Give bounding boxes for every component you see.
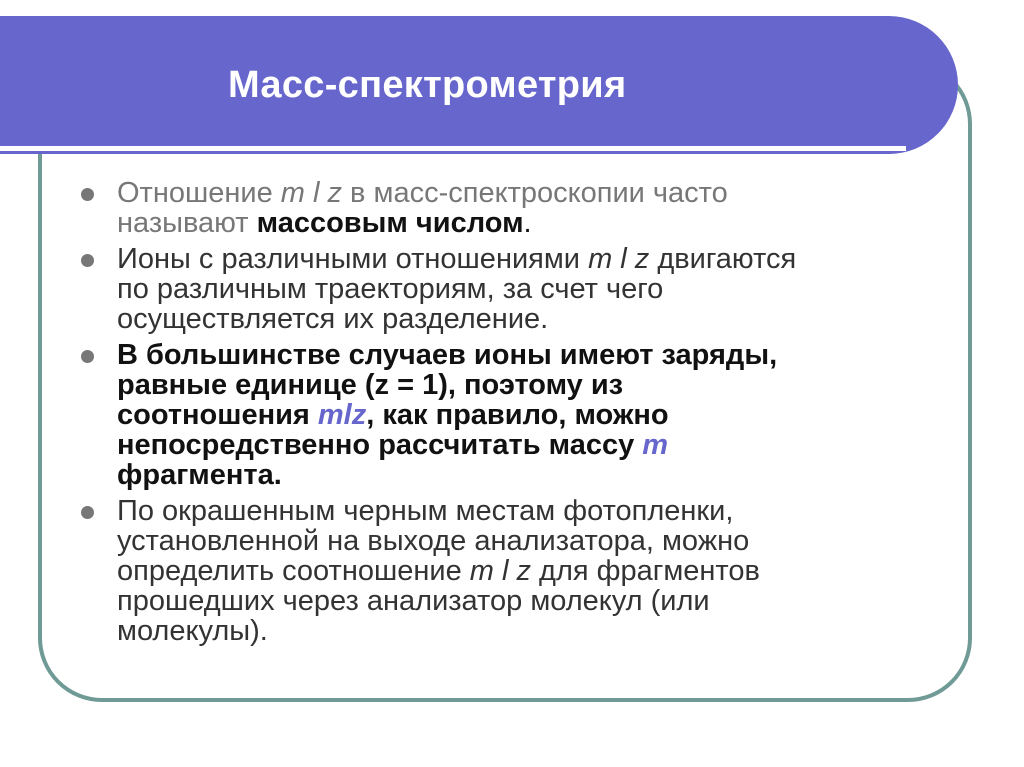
formula-mz: mlz — [317, 399, 367, 431]
bullet-list — [78, 178, 958, 652]
formula-mz: m l z — [588, 243, 650, 275]
bullet-item-2 — [78, 244, 958, 334]
text-segment: , как правило, можно — [366, 399, 669, 431]
bullet-dot-icon — [81, 350, 94, 363]
bold-term: массовым числом — [256, 207, 524, 239]
text-segment: для фрагментов — [531, 555, 760, 587]
text-line: В большинстве случаев ионы имеют заряды, — [117, 339, 778, 371]
text-segment: соотношения — [117, 399, 318, 431]
text-segment: Ионы с различными отношениями — [117, 243, 589, 275]
text-line: осуществляется их разделение. — [117, 303, 549, 335]
text-line: фрагмента. — [117, 459, 282, 491]
text-segment: в масс-спектроскопии часто — [342, 177, 728, 209]
title-banner — [0, 16, 958, 154]
text-line: установленной на выходе анализатора, можно — [117, 525, 750, 557]
text-line: по различным траекториям, за счет чего — [117, 273, 664, 305]
text-segment: непосредственно рассчитать массу — [117, 429, 643, 461]
title-underline — [0, 146, 906, 151]
text-line: молекулы). — [117, 615, 268, 647]
text-segment: определить соотношение — [117, 555, 470, 587]
formula-mz: m l z — [280, 177, 342, 209]
text-segment: двигаются — [649, 243, 797, 275]
text-line: прошедших через анализатор молекул (или — [117, 585, 710, 617]
text-line: По окрашенным черным местам фотопленки, — [117, 495, 734, 527]
text-segment: . — [523, 207, 532, 239]
bullet-item-3 — [78, 340, 958, 490]
bullet-dot-icon — [81, 506, 94, 519]
formula-mz: m l z — [469, 555, 531, 587]
slide-title: Масс-спектрометрия — [228, 64, 627, 106]
formula-m: m — [642, 429, 669, 461]
bullet-item-4 — [78, 496, 958, 646]
bullet-dot-icon — [81, 254, 94, 267]
text-segment: называют — [117, 207, 257, 239]
bullet-item-1 — [78, 178, 958, 238]
text-segment: Отношение — [117, 177, 281, 209]
bullet-dot-icon — [81, 188, 94, 201]
text-line: равные единице (z = 1), поэтому из — [117, 369, 624, 401]
